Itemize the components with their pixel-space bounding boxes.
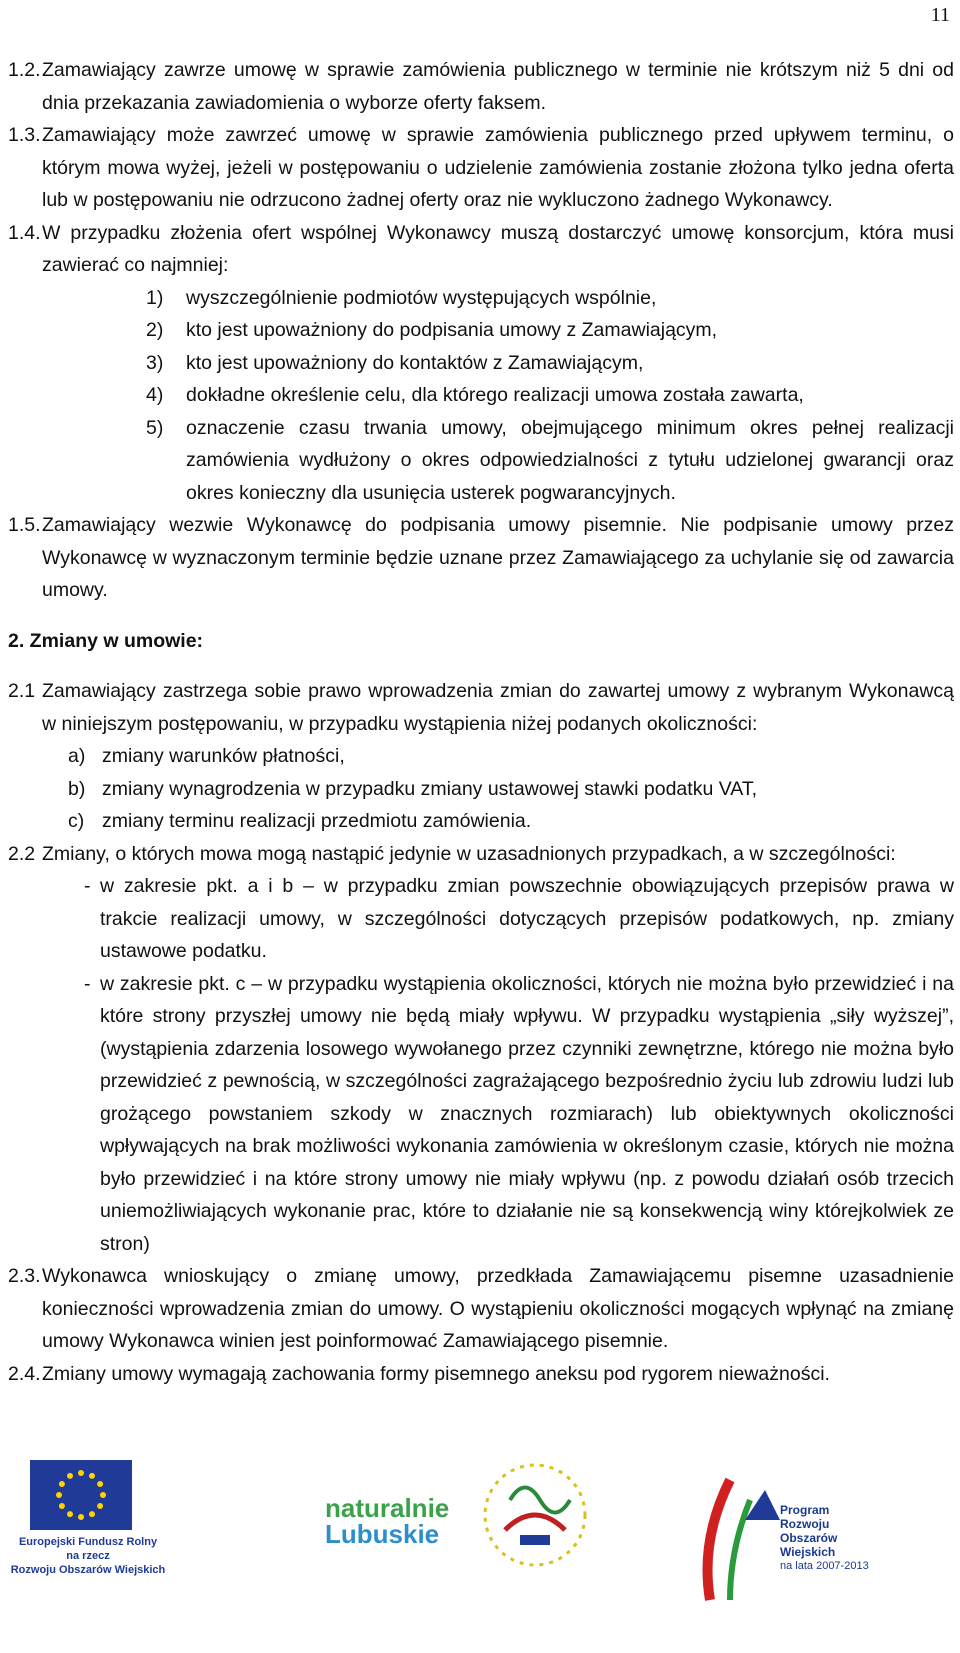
star-icon bbox=[89, 1511, 95, 1517]
footer-logos bbox=[0, 1460, 960, 1650]
star-icon bbox=[59, 1481, 65, 1487]
prow-line: Wiejskich bbox=[780, 1545, 836, 1559]
star-icon bbox=[100, 1492, 106, 1498]
change-scope-list bbox=[8, 870, 954, 1260]
item-number: - bbox=[84, 875, 91, 897]
logo-line: Lubuskie bbox=[325, 1519, 440, 1549]
item-number: 4) bbox=[146, 384, 164, 406]
prow-caption bbox=[780, 1503, 869, 1573]
paragraph-number: 2.1 bbox=[8, 680, 36, 702]
section-1-paragraphs bbox=[8, 54, 954, 282]
item-number: 1.2. bbox=[8, 59, 41, 81]
star-icon bbox=[97, 1503, 103, 1509]
prow-line: Program bbox=[780, 1503, 830, 1517]
item-number: 3) bbox=[146, 351, 164, 374]
item-number: 1.3. bbox=[8, 124, 41, 146]
eu-caption-line: Rozwoju Obszarów Wiejskich bbox=[10, 1564, 166, 1576]
paragraph-1-5 bbox=[8, 509, 954, 607]
paragraph-2-2 bbox=[8, 838, 954, 871]
prow-line: Obszarów bbox=[780, 1531, 838, 1545]
item-number: 1.4. bbox=[8, 221, 41, 244]
item-text: kto jest upoważniony do kontaktów z Zamawiającym, bbox=[186, 351, 644, 374]
section-2-paragraphs bbox=[8, 1260, 954, 1390]
item-number: 2.4. bbox=[8, 1362, 41, 1385]
item-text: zmiany terminu realizacji przedmiotu zamówienia. bbox=[102, 810, 532, 832]
item-text: zmiany wynagrodzenia w przypadku zmiany ustawowej stawki podatku VAT, bbox=[102, 777, 757, 800]
logo-line: naturalnie bbox=[325, 1493, 450, 1523]
star-icon bbox=[67, 1511, 73, 1517]
leader-emblem-icon bbox=[480, 1460, 590, 1570]
item-number: 2.3. bbox=[8, 1265, 41, 1287]
document-body bbox=[8, 54, 954, 1390]
item-text: wyszczególnienie podmiotów występujących wspólnie, bbox=[186, 286, 657, 309]
list-item bbox=[84, 870, 954, 968]
item-text: Wykonawca wnioskujący o zmianę umowy, przedkłada Zamawiającemu pisemne uzasadnienie konieczności wprowadzenia zmian do umowy. O wystąpieniu okoliczności mogących wpłynąć na zmianę umowy Wykonawca winien jest poinformować Zamawiającego pisemnie. bbox=[42, 1265, 954, 1352]
item-number: 2) bbox=[146, 319, 164, 341]
item-text: kto jest upoważniony do podpisania umowy z Zamawiającym, bbox=[186, 319, 718, 341]
prow-line: Rozwoju bbox=[780, 1517, 830, 1531]
list-item bbox=[146, 412, 954, 510]
item-text: W przypadku złożenia ofert wspólnej Wykonawcy muszą dostarczyć umowę konsorcjum, która musi zawierać co najmniej: bbox=[42, 221, 954, 276]
item-text: oznaczenie czasu trwania umowy, obejmującego minimum okres pełnej realizacji zamówienia wydłużony o okres odpowiedzialności z tytułu udzielonej gwarancji oraz okres konieczny dla usunięcia usterek pogwarancyjnych. bbox=[186, 416, 954, 504]
leader-logo bbox=[480, 1460, 590, 1570]
item-number: 5) bbox=[146, 416, 164, 439]
item-text: Zamawiający może zawrzeć umowę w sprawie zamówienia publicznego przed upływem terminu, o którym mowa wyżej, jeżeli w postępowaniu o udzielenie zamówienia zostanie złożona tylko jedna oferta lub w postępowaniu nie odrzucono żadnej oferty oraz nie wykluczono żadnego Wykonawcy. bbox=[42, 124, 954, 211]
star-icon bbox=[56, 1492, 62, 1498]
item-number: c) bbox=[68, 810, 85, 832]
paragraph-number: 2.2 bbox=[8, 842, 36, 865]
consortium-requirements-list bbox=[8, 282, 954, 510]
naturalnie-lubuskie-logo bbox=[325, 1495, 449, 1547]
prow-line: na lata 2007-2013 bbox=[780, 1560, 869, 1572]
eu-fund-caption bbox=[8, 1535, 168, 1577]
item-number: 1) bbox=[146, 286, 164, 309]
item-text: zmiany warunków płatności, bbox=[102, 745, 345, 767]
star-icon bbox=[78, 1514, 84, 1520]
star-icon bbox=[78, 1470, 84, 1476]
item-number: - bbox=[84, 972, 91, 995]
paragraph-2-1 bbox=[8, 675, 954, 740]
item-text: Zmiany umowy wymagają zachowania formy pisemnego aneksu pod rygorem nieważności. bbox=[42, 1362, 830, 1385]
paragraph bbox=[8, 54, 954, 119]
star-icon bbox=[97, 1481, 103, 1487]
item-text: dokładne określenie celu, dla którego realizacji umowa została zawarta, bbox=[186, 384, 804, 406]
item-number: b) bbox=[68, 777, 86, 800]
list-item bbox=[68, 805, 954, 838]
list-item bbox=[146, 379, 954, 412]
eu-caption-line: na rzecz bbox=[66, 1550, 110, 1562]
list-item bbox=[146, 314, 954, 347]
list-item bbox=[68, 773, 954, 806]
paragraph bbox=[8, 217, 954, 282]
list-item bbox=[146, 282, 954, 315]
paragraph-text: Zmiany, o których mowa mogą nastąpić jedynie w uzasadnionych przypadkach, a w szczególności: bbox=[42, 842, 896, 865]
item-number: a) bbox=[68, 745, 86, 767]
paragraph-text: Zamawiający wezwie Wykonawcę do podpisania umowy pisemnie. Nie podpisanie umowy przez Wykonawcę w wyznaczonym terminie będzie uznane przez Zamawiającego za uchylanie się od zawarcia umowy. bbox=[42, 514, 954, 601]
paragraph bbox=[8, 1358, 954, 1391]
paragraph-text: Zamawiający zastrzega sobie prawo wprowadzenia zmian do zawartej umowy z wybranym Wykonawcą w niniejszym postępowaniu, w przypadku wystąpienia niżej podanych okoliczności: bbox=[42, 680, 954, 735]
wheat-emblem-icon bbox=[690, 1460, 780, 1610]
eu-caption-line: Europejski Fundusz Rolny bbox=[18, 1536, 158, 1548]
list-item bbox=[84, 968, 954, 1261]
star-icon bbox=[59, 1503, 65, 1509]
star-icon bbox=[67, 1473, 73, 1479]
star-icon bbox=[89, 1473, 95, 1479]
eu-stars-icon bbox=[30, 1460, 132, 1530]
list-item bbox=[68, 740, 954, 773]
page-number: 11 bbox=[930, 4, 950, 26]
item-text: w zakresie pkt. c – w przypadku wystąpienia okoliczności, których nie można było przewidzieć i na które strony przyszłej umowy nie będą miały wpływu. W przypadku wystąpienia „siły wyższej”, (wystąpienia zdarzenia losowego wywołanego przez czynniki zewnętrzne, którego nie można było przewidzieć z pewnością, w szczególności zagrażającego bezpośrednio życiu lub zdrowiu ludzi lub grożącego powstaniem szkody w znacznych rozmiarach) lub obiektywnych okoliczności wpływających na brak możliwości wykonania zamówienia w określonym czasie, których nie można było przewidzieć i na które strony umowy nie miały wpływu (np. z powodu działań osób trzecich uniemożliwiających wykonanie prac, które to działanie nie są konsekwencją winy którejkolwiek ze stron) bbox=[100, 972, 954, 1255]
list-item bbox=[146, 347, 954, 380]
paragraph-number: 1.5. bbox=[8, 514, 41, 536]
paragraph bbox=[8, 119, 954, 217]
paragraph bbox=[8, 1260, 954, 1358]
item-text: w zakresie pkt. a i b – w przypadku zmian powszechnie obowiązujących przepisów prawa w trakcie realizacji umowy, w szczególności dotyczących przepisów podatkowych, np. zmiany ustawowe podatku. bbox=[100, 875, 954, 962]
change-circumstances-list bbox=[8, 740, 954, 838]
section-heading: 2. Zmiany w umowie: bbox=[8, 629, 204, 652]
eu-flag-logo bbox=[30, 1460, 132, 1530]
item-text: Zamawiający zawrze umowę w sprawie zamówienia publicznego w terminie nie krótszym niż 5 dni od dnia przekazania zawiadomienia o wyborze oferty faksem. bbox=[42, 59, 954, 114]
